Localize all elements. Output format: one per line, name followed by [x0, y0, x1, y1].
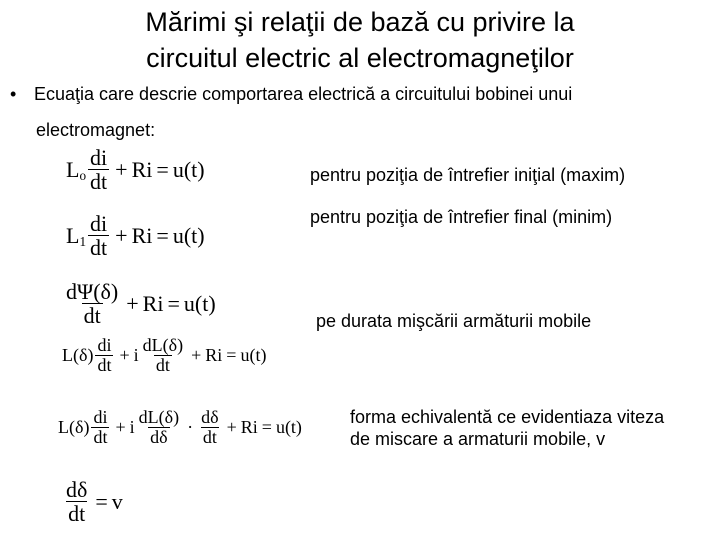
eq6-equals: = — [95, 488, 108, 514]
eq3-numerator: dΨ(δ) — [66, 279, 119, 304]
eq1-coef: L — [66, 156, 80, 182]
eq5-fraction-1 — [91, 408, 109, 447]
equation-equivalent — [58, 408, 302, 447]
slide-title — [0, 4, 720, 76]
eq4-coef: L(δ) — [62, 344, 94, 365]
eq6-numerator: dδ — [66, 477, 88, 502]
eq4-numerator-1: di — [97, 335, 112, 355]
equation-expanded — [62, 336, 266, 375]
eq4-denominator-1: dt — [97, 354, 112, 375]
eq2-coef: L — [66, 222, 80, 248]
eq1-plus: + — [115, 156, 128, 182]
eq5-numerator-3: dδ — [201, 407, 219, 427]
eq5-denominator-3: dt — [202, 426, 217, 447]
eq4-fraction-2 — [141, 336, 185, 375]
eq4-rhs: u(t) — [240, 344, 267, 365]
equation-initial-gap — [66, 146, 205, 193]
note-motion: pe durata mişcării armăturii mobile — [316, 311, 592, 331]
eq5-fraction-3 — [199, 408, 220, 447]
eq4-plus-1: + — [119, 344, 130, 365]
eq3-equals: = — [167, 290, 180, 316]
eq2-sub: 1 — [79, 233, 87, 249]
title-line-1: Mărimi şi relaţii de bază cu privire la — [145, 7, 575, 37]
eq1-equals: = — [156, 156, 169, 182]
eq2-term: Ri — [131, 222, 153, 248]
eq2-plus: + — [115, 222, 128, 248]
eq4-i: i — [133, 344, 139, 365]
eq5-i: i — [129, 416, 135, 437]
eq5-rhs: u(t) — [275, 416, 302, 437]
eq2-denominator: dt — [90, 235, 108, 261]
eq6-denominator: dt — [68, 501, 86, 527]
eq5-denominator-2: dδ — [150, 426, 168, 447]
note-equivalent — [350, 406, 664, 450]
eq3-rhs: u(t) — [183, 290, 216, 316]
eq6-fraction — [64, 478, 89, 525]
eq5-coef: L(δ) — [58, 416, 90, 437]
bullet-item — [10, 84, 572, 105]
eq5-term: Ri — [240, 416, 258, 437]
eq4-fraction-1 — [95, 336, 113, 375]
eq4-denominator-2: dt — [155, 354, 170, 375]
equation-final-gap — [66, 212, 205, 259]
eq5-dot: · — [187, 416, 194, 437]
eq5-plus-1: + — [115, 416, 126, 437]
eq2-equals: = — [156, 222, 169, 248]
eq3-denominator: dt — [83, 303, 101, 329]
eq4-equals: = — [226, 344, 237, 365]
eq4-term: Ri — [205, 344, 223, 365]
eq1-rhs: u(t) — [172, 156, 205, 182]
eq6-rhs: v — [111, 488, 123, 514]
bullet-text-line-1: Ecuaţia care descrie comportarea electrică a circuitului bobinei unui — [34, 84, 573, 104]
eq3-term: Ri — [142, 290, 164, 316]
eq1-fraction — [88, 146, 109, 193]
eq4-plus-2: + — [191, 344, 202, 365]
eq5-fraction-2 — [137, 408, 181, 447]
eq2-fraction — [88, 212, 109, 259]
bullet-text-line-2: electromagnet: — [36, 120, 156, 140]
equation-motion — [62, 280, 216, 327]
title-line-2: circuitul electric al electromagneţilor — [146, 43, 574, 73]
eq1-denominator: dt — [90, 169, 108, 195]
eq5-equals: = — [261, 416, 272, 437]
eq1-term: Ri — [131, 156, 153, 182]
eq2-rhs: u(t) — [172, 222, 205, 248]
eq1-sub: o — [79, 167, 87, 183]
eq5-numerator-1: di — [93, 407, 108, 427]
note-equivalent-line-2: de miscare a armaturii mobile, v — [350, 429, 606, 449]
eq5-denominator-1: dt — [93, 426, 108, 447]
eq2-numerator: di — [90, 211, 108, 236]
equation-velocity — [62, 478, 123, 525]
eq1-numerator: di — [90, 145, 108, 170]
eq5-numerator-2: dL(δ) — [138, 407, 180, 427]
eq3-fraction — [64, 280, 120, 327]
bullet-icon: • — [10, 84, 17, 104]
note-initial-gap: pentru poziţia de întrefier iniţial (maxim) — [310, 165, 626, 185]
eq3-plus: + — [126, 290, 139, 316]
eq5-plus-2: + — [226, 416, 237, 437]
eq4-numerator-2: dL(δ) — [142, 335, 184, 355]
note-final-gap: pentru poziţia de întrefier final (minim) — [310, 207, 613, 227]
note-equivalent-line-1: forma echivalentă ce evidentiaza viteza — [350, 407, 665, 427]
